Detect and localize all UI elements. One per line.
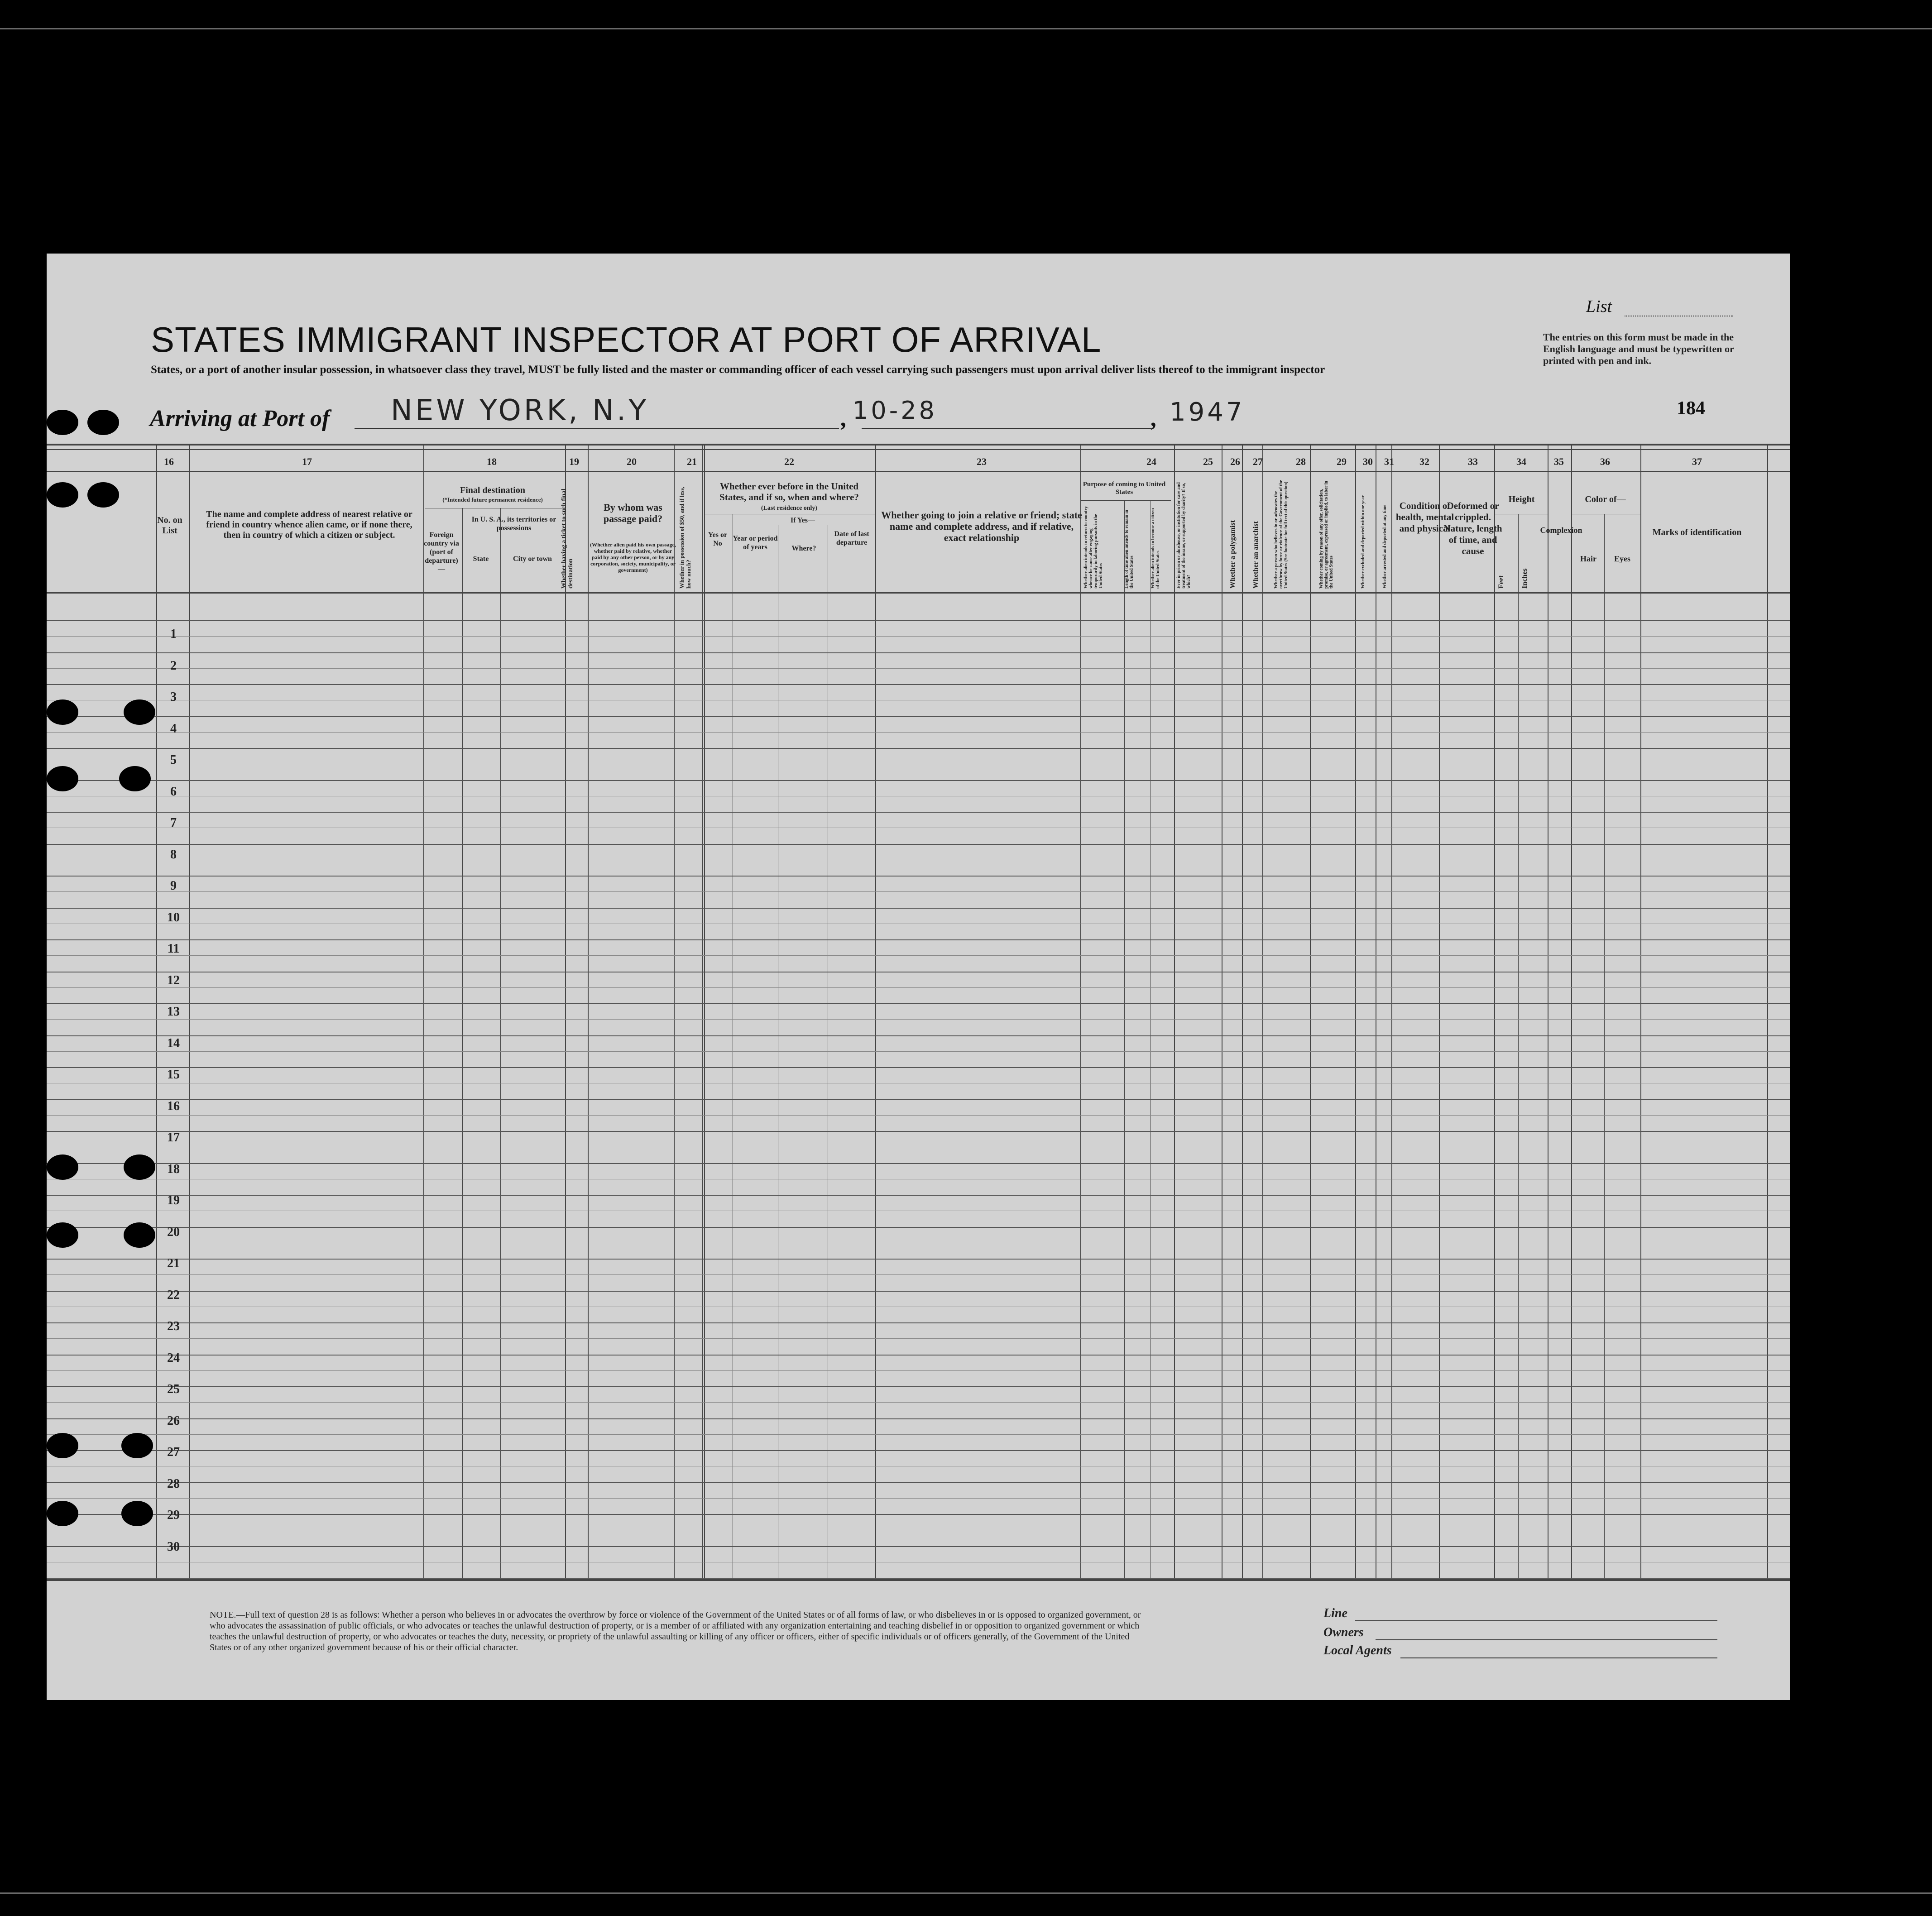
header-join-relative: Whether going to join a relative or friend; state name and complete address, and if relative, exact relationship [881,509,1082,543]
col-num-33: 33 [1468,456,1478,467]
row-rule [47,1051,1790,1052]
row-rule [47,1498,1790,1499]
row-rule [47,1195,1790,1196]
header-ever-before: Whether ever before in the United States, and if so, when and where? [719,481,859,503]
row-number: 10 [167,910,180,924]
table-top-rule [47,444,1790,445]
row-number: 21 [167,1256,180,1270]
row-number: 16 [167,1099,180,1113]
row-number: 22 [167,1288,180,1302]
punch-hole [87,410,119,435]
row-rule [47,1131,1790,1132]
column-divider [588,444,589,1580]
list-label: List [1586,297,1612,316]
column-divider [704,444,705,1580]
header-ticket: Whether having a ticket to such final destination [561,489,574,589]
row-rule [47,908,1790,909]
row-number: 11 [167,942,180,956]
punch-hole [47,766,78,791]
row-number: 7 [170,816,177,830]
column-divider [1174,444,1175,1580]
column-divider [423,444,424,1580]
header-polygamist: Whether a polygamist [1229,520,1237,589]
row-number: 12 [167,973,180,987]
column-divider [1494,444,1495,1580]
col-num-28: 28 [1296,456,1306,467]
punch-hole [47,699,78,725]
scan-edge-bottom [0,1892,1932,1894]
manifest-sheet [47,254,1790,1700]
col-num-24: 24 [1146,456,1156,467]
row-rule [47,1274,1790,1275]
row-rule [47,1546,1790,1547]
header-yes-no: Yes or No [708,531,728,547]
col-num-21: 21 [687,456,697,467]
column-divider [1310,444,1311,1580]
header-passage-paid: By whom was passage paid? [603,502,663,524]
header-hair: Hair [1580,554,1596,563]
column-divider [156,444,157,1580]
footer-owners-label: Owners [1323,1625,1364,1639]
row-rule [47,1019,1790,1020]
col-num-37: 37 [1692,456,1702,467]
col-num-27: 27 [1253,456,1263,467]
handwritten-port: NEW YORK, N.Y [391,394,649,427]
column-divider [1080,444,1081,1580]
col-num-26: 26 [1230,456,1240,467]
row-number: 6 [170,784,177,799]
header-deformed: Deformed or crippled. Nature, length of time, and cause [1443,500,1502,556]
header-complexion: Complexion [1540,526,1582,535]
row-rule [47,844,1790,845]
header-city: City or town [513,555,552,563]
page-number: 184 [1677,398,1705,419]
footer-line-field [1355,1620,1717,1621]
column-divider [189,444,190,1580]
row-rule [47,1386,1790,1387]
subcolumn-divider [1518,514,1519,1580]
header-height: Height [1508,494,1535,504]
column-divider [875,444,876,1580]
row-number: 25 [167,1382,180,1396]
table-bottom-rule [47,1579,1790,1581]
col-num-30: 30 [1363,456,1373,467]
comma-2: , [1151,406,1157,431]
row-number: 17 [167,1130,180,1145]
header-anarchist: Whether an anarchist [1252,521,1260,589]
row-rule [47,812,1790,813]
col-num-29: 29 [1337,456,1347,467]
row-number: 3 [170,690,177,704]
footer-agents-field [1400,1657,1717,1658]
row-number: 19 [167,1193,180,1207]
row-rule [47,748,1790,749]
column-divider [674,444,675,1580]
col-num-19: 19 [569,456,579,467]
punch-hole [47,1154,78,1180]
row-rule [47,1067,1790,1068]
scan-edge-top [0,28,1932,29]
row-number: 20 [167,1225,180,1239]
col-num-16: 16 [164,456,174,467]
col-num-25: 25 [1203,456,1213,467]
header-health: Condition of health, mental and physical [1395,500,1454,534]
row-number: 23 [167,1319,180,1333]
row-rule [47,732,1790,733]
handwritten-date: 10-28 [853,396,937,425]
row-number: 28 [167,1476,180,1491]
row-rule [47,684,1790,685]
row-number: 15 [167,1068,180,1082]
header-no-on-list: No. on List [157,515,182,536]
subcolumn-divider [500,508,501,1580]
row-rule [47,1099,1790,1100]
punch-hole [119,766,151,791]
row-rule [47,1514,1790,1515]
header-final-destination: Final destination [460,485,525,495]
header-inches: Inches [1521,568,1529,589]
column-divider [1767,444,1768,1580]
col-num-23: 23 [977,456,987,467]
header-if-yes: If Yes— [790,517,815,524]
punch-hole [47,482,78,508]
header-eyes: Eyes [1614,554,1630,563]
column-number-rule [47,471,1790,472]
punch-hole [121,1501,153,1526]
punch-hole [47,1433,78,1458]
col-num-36: 36 [1600,456,1610,467]
header-foreign-country: Foreign country via (port of departure)— [424,531,459,573]
row-rule [47,1003,1790,1004]
row-rule [47,620,1790,621]
port-line [355,428,839,429]
header-fifty-dollars: Whether in possession of $50, and if less, how much? [678,487,692,589]
header-purpose-c: Whether alien intends to become a citizen of the United States [1151,508,1160,589]
row-rule [47,1322,1790,1323]
row-rule [47,1434,1790,1435]
column-divider [1571,444,1572,1580]
row-number: 4 [170,721,177,736]
header-year-period: Year or period of years [733,535,778,551]
column-divider [565,444,566,1580]
comma: , [841,406,847,431]
row-rule [47,1259,1790,1260]
row-rule [47,716,1790,717]
header-ever-before-sub: (Last residence only) [761,505,818,512]
col-num-34: 34 [1516,456,1526,467]
punch-hole [121,1433,153,1458]
row-rule [47,780,1790,781]
column-divider [702,444,703,1580]
row-rule [47,1338,1790,1339]
row-rule [47,1115,1790,1116]
form-title: STATES IMMIGRANT INSPECTOR AT PORT OF ARRIVAL [151,320,1102,359]
row-number: 5 [170,753,177,767]
row-number: 14 [167,1036,180,1050]
row-number: 30 [167,1539,180,1554]
row-rule [47,1291,1790,1292]
row-rule [47,955,1790,956]
row-rule [47,652,1790,653]
header-final-destination-sub: (*Intended future permanent residence) [442,496,543,503]
punch-hole [47,1222,78,1248]
column-divider [1242,444,1243,1580]
column-divider [1391,444,1392,1580]
row-number: 26 [167,1413,180,1428]
col-num-17: 17 [302,456,312,467]
row-rule [47,1578,1790,1579]
punch-hole [47,1501,78,1526]
handwritten-year: 1947 [1170,398,1245,427]
form-instructions: The entries on this form must be made in the English language and must be typewritten or printed with pen and ink. [1543,331,1734,366]
table-top-rule-2 [47,449,1790,450]
punch-hole [87,482,119,508]
header-marks: Marks of identification [1652,527,1742,537]
footer-line-label: Line [1323,1606,1347,1620]
punch-hole [124,1154,155,1180]
header-labor-offer: Whether coming by reason of any offer, solicitation, promise, or agreement, expressed or implied, to labor in the United States [1319,480,1334,589]
row-rule [47,1163,1790,1164]
col-num-35: 35 [1554,456,1564,467]
row-rule [47,1482,1790,1483]
row-number: 24 [167,1351,180,1365]
header-in-usa: In U. S. A., its territories or possessions [471,516,556,532]
header-deported: Whether arrested and deported at any time [1382,504,1387,589]
col-num-18: 18 [487,456,497,467]
row-number: 8 [170,847,177,862]
row-rule [47,1450,1790,1451]
row-number: 1 [170,627,177,641]
row-rule [47,636,1790,637]
punch-hole [124,1222,155,1248]
footer-note: NOTE.—Full text of question 28 is as follows: Whether a person who believes in or advocates the overthrow by force or violence of the Government of the United States or of all forms of law, or who disbelieves in or is opposed to organized government, or who advocates the assassination of public officials, or who advocates or teaches the unlawful destruction of property, or is a member of or affiliated with any organization entertaining and teaching disbelief in or opposition to organized government or which teaches the unlawful destruction of property, or who advocates or teaches the duty, necessity, or propriety of the unlawful assaulting or killing of any officer or officers, either of specific individuals or of officers generally, of the Government of the United States or of any other organized government because of his or their official character. [210,1610,1141,1653]
column-divider [1355,444,1356,1580]
footer-owners-field [1376,1639,1717,1640]
punch-hole [47,410,78,435]
header-passage-paid-sub: (Whether alien paid his own passage, whether paid by relative, whether paid by any other person, or by any corporation, society, municipality, or government) [590,541,676,573]
header-prison: Ever in prison or almshouse, or institution for care and treatment of the insane, or supported by charity? If so, which? [1176,482,1191,589]
header-purpose: Purpose of coming to United States [1083,481,1166,496]
row-number: 29 [167,1508,180,1522]
arriving-label: Arriving at Port of [150,406,330,431]
row-rule [47,1035,1790,1036]
col-num-32: 32 [1419,456,1429,467]
purpose-rule [1080,500,1171,501]
row-rule [47,1370,1790,1371]
row-number: 2 [170,658,177,673]
col-num-22: 22 [784,456,794,467]
column-divider [1439,444,1440,1580]
row-rule [47,1355,1790,1356]
subcolumn-divider [462,508,463,1580]
row-number: 13 [167,1005,180,1019]
header-nearest-relative: The name and complete address of nearest relative or friend in country whence alien came, or if none there, then in country of which a citizen or subject. [206,509,412,540]
header-date-last-departure: Date of last departure [834,530,869,546]
header-purpose-b: Length of time alien intends to remain in the United States [1124,510,1134,589]
row-rule [47,668,1790,669]
row-rule [47,1418,1790,1419]
header-feet: Feet [1497,575,1505,589]
header-color-of: Color of— [1585,494,1626,504]
form-subtitle: States, or a port of another insular possession, in whatsoever class they travel, MUST be fully listed and the master or commanding officer of each vessel carrying such passengers must upon arrival deliver lists thereof to the immigrant inspector [151,364,1325,376]
header-where: Where? [791,545,816,552]
row-rule [47,1402,1790,1403]
row-rule [47,939,1790,940]
row-rule [47,876,1790,877]
row-rule [47,1227,1790,1228]
column-divider [1640,444,1641,1580]
header-bottom-rule [47,592,1790,594]
row-number: 27 [167,1445,180,1459]
column-divider [1262,444,1263,1580]
date-line [862,428,1151,429]
punch-hole [124,699,155,725]
subcolumn-divider [1604,514,1605,1580]
row-rule [47,987,1790,988]
row-number: 18 [167,1162,180,1176]
row-rule [47,891,1790,892]
col-num-31: 31 [1384,456,1394,467]
footer-agents-label: Local Agents [1323,1643,1392,1657]
header-excluded: Whether excluded and deported within one year [1361,495,1366,589]
row-number: 9 [170,879,177,893]
header-overthrow: Whether a person who believes in or advocates the overthrow by force or violence of the Government of the United States (See footnote for full text of this question) [1274,480,1289,589]
col-num-20: 20 [627,456,637,467]
header-state: State [473,555,489,563]
header-purpose-a: Whether alien intends to return to country whence he came after engaging temporarily in laboring pursuits in the United States [1083,506,1103,589]
